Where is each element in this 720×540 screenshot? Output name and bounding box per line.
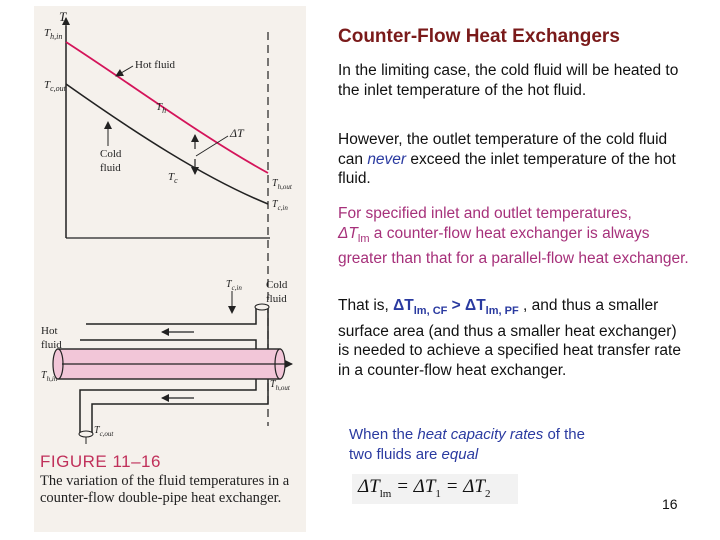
paragraph-outlet-temperature: However, the outlet temperature of the cold fluid can never exceed the inlet temperature of the hot fluid.: [338, 131, 676, 187]
schematic-tc-in-label: $T_{c,in}$: [226, 279, 242, 292]
th-out-label: $T_{h,out}$: [272, 178, 292, 191]
schematic-th-in-label: $T_{h,in}$: [41, 370, 58, 383]
cold-fluid-label: Cold: [100, 148, 122, 160]
schematic-th-out-label: $T_{h,out}$: [270, 379, 290, 392]
th-in-label: $T_{h,in}$: [44, 27, 63, 41]
schematic-cold-fluid-label: Cold: [266, 279, 288, 291]
equal-capacity-note: When the heat capacity rates of the two fluids are equal: [349, 426, 585, 463]
figure-caption: The variation of the fluid temperatures in a counter-flow double-pipe heat exchanger.: [40, 473, 290, 506]
cold-inlet-pipe-end: [255, 304, 269, 310]
paragraph-smaller-surface: That is, $\Delta T_{lm, CF} > \Delta T_{lm, PF}$ , and thus a smaller surface area (and thus a smaller heat exchanger) is needed to achieve a specified heat transfer rate in a counter-flow heat exchanger.: [338, 297, 681, 379]
schematic-cold-fluid-label: fluid: [266, 293, 287, 305]
cold-fluid-curve: [66, 84, 268, 204]
equal-delta-t-equation: $\Delta T_{lm} = \Delta T_1 = \Delta T_2$: [352, 474, 518, 504]
th-label: $T_h$: [156, 101, 167, 115]
cold-fluid-label: fluid: [100, 162, 121, 174]
figure-panel: [34, 6, 306, 532]
t-axis-label: T: [59, 9, 67, 24]
tc-label: $T_c$: [168, 171, 178, 185]
delta-t-label: ΔT: [230, 126, 244, 140]
figure-title: FIGURE 11–16: [40, 452, 161, 471]
slide-title: Counter-Flow Heat Exchangers: [338, 26, 620, 47]
schematic-hot-fluid-label: fluid: [41, 339, 62, 351]
paragraph-limiting-case: In the limiting case, the cold fluid will be heated to the inlet temperature of the hot fluid.: [338, 62, 679, 99]
schematic-tc-out-label: $T_{c,out}$: [94, 425, 114, 438]
hot-fluid-label: Hot fluid: [135, 59, 176, 71]
cold-outlet-pipe-end: [79, 431, 93, 437]
paragraph-specified-temperatures: For specified inlet and outlet temperatures, $\Delta T_{lm}$ a counter-flow heat exchanger is always greater than that for a parallel-flow heat exchanger.: [338, 205, 689, 268]
tc-in-label: $T_{c,in}$: [272, 199, 288, 212]
hot-fluid-arrow: [116, 66, 133, 76]
schematic-hot-fluid-label: Hot: [41, 325, 58, 337]
tc-out-label: $T_{c,out}$: [44, 79, 66, 93]
slide-number: 16: [662, 496, 678, 512]
